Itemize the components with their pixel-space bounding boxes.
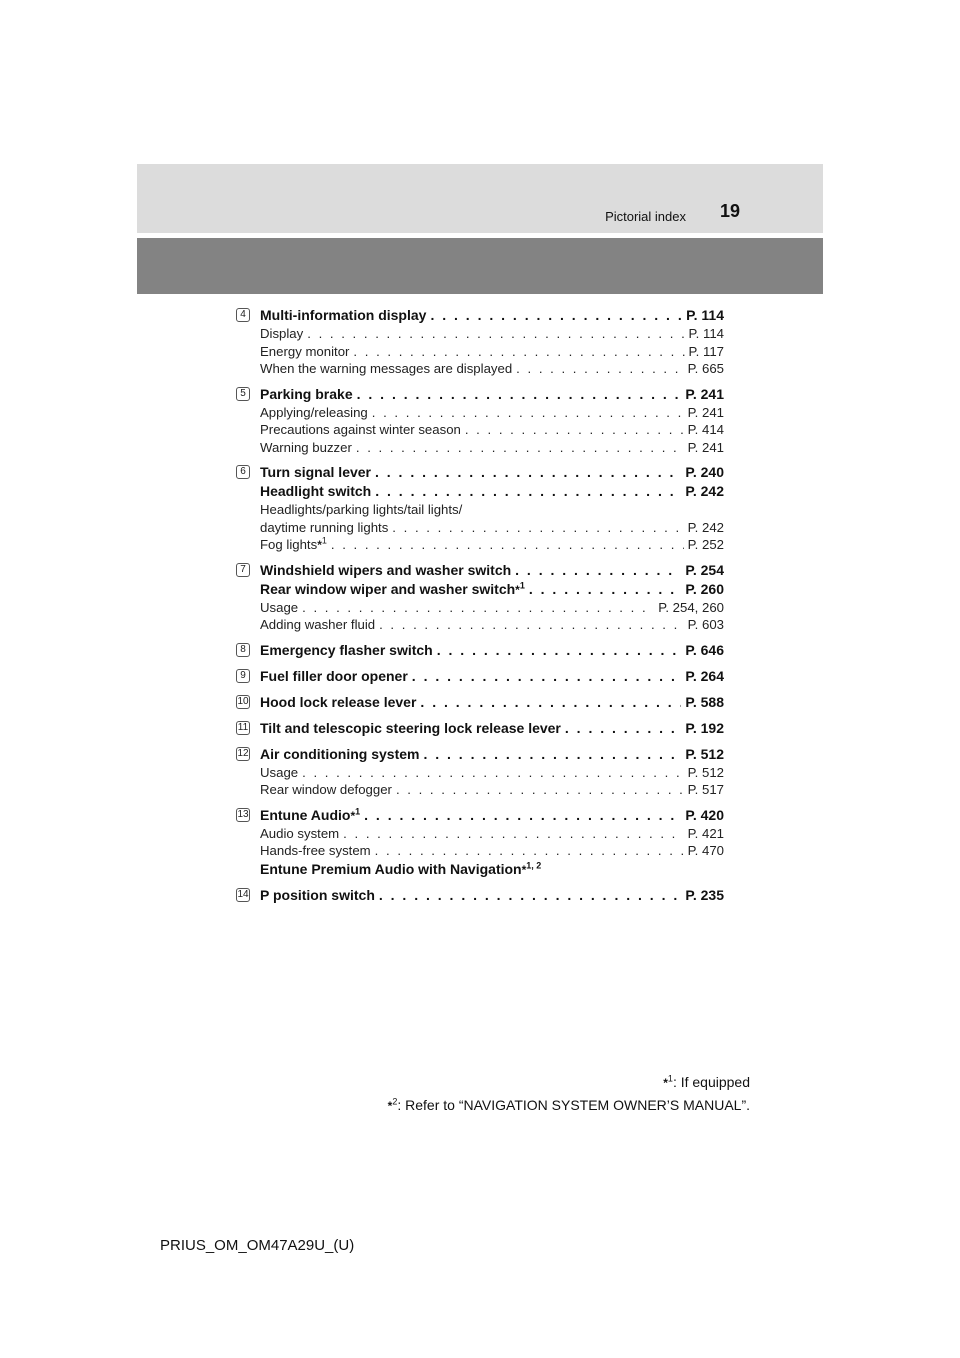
entry-label (260, 325, 303, 343)
entry-label-text: Headlight switch (260, 483, 372, 499)
dot-leader (565, 719, 681, 738)
entry-label-text: Audio system (260, 825, 340, 841)
dot-leader (529, 580, 681, 599)
entry-label-text: Headlights/parking lights/tail lights/ (260, 502, 463, 517)
entry-label-text: Applying/releasing (260, 404, 368, 420)
footnote-mark-2: 2 (392, 1096, 398, 1107)
index-group (236, 306, 724, 378)
footnote-star: * (521, 862, 527, 877)
entry-label (260, 886, 375, 905)
page-reference[interactable]: P. 420 (685, 806, 724, 823)
entry-label (260, 860, 541, 880)
dot-leader (375, 482, 681, 501)
page-reference[interactable]: P. 254, 260 (658, 599, 724, 615)
entry-label-text: Turn signal lever (260, 464, 371, 480)
index-entry-main (260, 385, 724, 404)
entry-label-text: Entune Audio (260, 806, 351, 823)
item-number-badge: 8 (236, 643, 250, 657)
entry-label (260, 501, 462, 519)
page-reference[interactable]: P. 252 (687, 537, 724, 552)
index-group (236, 745, 724, 799)
item-number-badge: 4 (236, 308, 250, 322)
model-code: PRIUS_OM_OM47A29U_(U) (160, 1237, 355, 1254)
entry-label-text: Air conditioning system (260, 745, 420, 762)
entry-label (260, 745, 419, 764)
footnote-2 (388, 1097, 750, 1113)
index-entry-sub (260, 764, 724, 782)
dot-leader (412, 667, 682, 686)
page-reference[interactable]: P. 235 (685, 886, 724, 903)
entry-label-text: Usage (260, 764, 299, 780)
item-number-badge: 7 (236, 563, 250, 577)
item-number-badge: 10 (237, 695, 249, 707)
entry-label (260, 641, 433, 660)
index-entry-main (260, 641, 724, 660)
entry-label (260, 764, 298, 782)
entry-label (260, 536, 327, 555)
index-entry-main (260, 719, 724, 738)
entry-label (260, 842, 371, 860)
footnote-star: * (317, 538, 322, 552)
index-entry-main (260, 463, 724, 482)
entry-label-text: Rear window wiper and washer switch (260, 580, 516, 597)
page-reference[interactable]: P. 470 (687, 843, 724, 858)
dot-leader (375, 463, 681, 482)
item-number-badge: 11 (237, 721, 249, 733)
entry-label-text: Usage (260, 599, 299, 615)
page-reference[interactable]: P. 665 (687, 361, 724, 376)
entry-label (260, 360, 512, 378)
page-reference[interactable]: P. 192 (685, 719, 724, 736)
index-entry-sub (260, 343, 724, 361)
entry-label (260, 781, 392, 799)
index-entry-main (260, 580, 724, 599)
section-title: Pictorial index (605, 209, 686, 224)
index-entry-main (260, 667, 724, 686)
index-entry-sub (260, 599, 724, 617)
index-group (236, 641, 724, 660)
page-reference[interactable]: P. 421 (687, 825, 724, 841)
index-entry-main (260, 306, 724, 325)
index-entry-sub (260, 519, 724, 537)
entry-label (260, 306, 426, 325)
entry-label (260, 580, 525, 600)
entry-label-text: Adding washer fluid (260, 617, 376, 632)
entry-label (260, 561, 511, 580)
item-number-badge: 6 (236, 465, 250, 479)
index-group (236, 385, 724, 457)
dot-leader (420, 693, 681, 712)
index-entry-main (260, 561, 724, 580)
entry-label-text: Windshield wipers and washer switch (260, 561, 512, 578)
entry-label (260, 599, 298, 617)
entry-label (260, 667, 408, 686)
item-number-badge: 9 (236, 669, 250, 683)
footnote-mark-1: 1 (667, 1073, 673, 1084)
dot-leader (353, 343, 684, 361)
entry-label-text: Hands-free system (260, 843, 371, 858)
index-group (236, 561, 724, 634)
footnote-text-1: : If equipped (672, 1074, 750, 1090)
index-entry-sub (260, 439, 724, 457)
index-entry-main (260, 806, 724, 825)
dot-leader (331, 536, 684, 554)
page-reference[interactable]: P. 242 (685, 483, 724, 499)
entry-label-text: Parking brake (260, 385, 353, 402)
dot-leader (379, 616, 683, 634)
index-entry-main (260, 693, 724, 712)
entry-label-text: Fuel filler door opener (260, 667, 408, 684)
page-reference[interactable]: P. 414 (687, 422, 724, 437)
page-reference[interactable]: P. 114 (686, 307, 724, 323)
entry-label-text: P position switch (260, 886, 375, 903)
entry-label (260, 719, 561, 738)
dot-leader (372, 404, 684, 422)
dot-leader (379, 886, 681, 905)
dot-leader (437, 641, 682, 660)
index-entry-sub (260, 501, 724, 519)
header-band-dark (137, 238, 823, 294)
entry-label-text: Display (260, 326, 304, 341)
dot-leader (375, 842, 684, 860)
index-entry-sub (260, 781, 724, 799)
entry-label-text: Warning buzzer (260, 439, 352, 455)
index-group (236, 719, 724, 738)
index-group (236, 463, 724, 554)
dot-leader (343, 825, 683, 843)
header-band-light (137, 164, 823, 233)
index-entry-sub (260, 616, 724, 634)
item-number-badge: 13 (237, 808, 249, 820)
entry-label (260, 421, 461, 439)
index-group (236, 886, 724, 905)
page-reference[interactable]: P. 241 (687, 404, 724, 420)
page-reference[interactable]: P. 646 (685, 641, 724, 658)
entry-label (260, 519, 388, 537)
entry-label-text: Hood lock release lever (260, 693, 417, 710)
index-entry-main (260, 482, 724, 501)
dot-leader (392, 519, 683, 537)
entry-label (260, 693, 416, 712)
page-reference[interactable]: P. 117 (688, 343, 724, 359)
entry-label-text: Energy monitor (260, 343, 350, 359)
entry-label-text: Entune Premium Audio with Navigation (260, 860, 522, 877)
page-reference[interactable]: P. 260 (685, 580, 724, 597)
footnote-ref: 1 (355, 805, 361, 816)
dot-leader (357, 385, 682, 404)
dot-leader (430, 306, 682, 325)
entry-label (260, 463, 371, 482)
entry-label (260, 439, 352, 457)
entry-label-text: Fog lights (260, 537, 318, 552)
entry-label-text: daytime running lights (260, 519, 389, 535)
footnote-star-2: * (387, 1099, 393, 1113)
page-reference[interactable]: P. 517 (687, 782, 724, 797)
page-reference[interactable]: P. 512 (687, 764, 724, 780)
index-entry-main (260, 860, 724, 879)
entry-label (260, 482, 371, 501)
footnote-star: * (350, 808, 356, 823)
entry-label-text: Tilt and telescopic steering lock release lever (260, 719, 561, 736)
index-entry-sub (260, 825, 724, 843)
footnote-star: * (515, 582, 520, 597)
entry-label-text: When the warning messages are displayed (260, 361, 513, 376)
index-entry-sub (260, 842, 724, 860)
entry-label (260, 385, 353, 404)
page-reference[interactable]: P. 588 (685, 693, 724, 710)
entry-label (260, 404, 368, 422)
dot-leader (302, 764, 683, 782)
index-entry-sub (260, 536, 724, 554)
page-reference[interactable]: P. 241 (687, 439, 724, 455)
dot-leader (423, 745, 681, 764)
dot-leader (515, 561, 681, 580)
index-entry-main (260, 886, 724, 905)
dot-leader (302, 599, 654, 617)
index-group (236, 806, 724, 879)
footnote-ref: 1, 2 (526, 859, 542, 870)
entry-label-text: Emergency flasher switch (260, 641, 433, 658)
dot-leader (364, 806, 681, 825)
index-entry-sub (260, 421, 724, 439)
page-reference[interactable]: P. 512 (685, 745, 724, 762)
page-reference[interactable]: P. 254 (685, 561, 724, 578)
index-entry-sub (260, 404, 724, 422)
item-number-badge: 14 (237, 888, 249, 900)
footnote-ref: 1 (519, 579, 525, 590)
index-entry-sub (260, 325, 724, 343)
footnote-1 (663, 1074, 750, 1090)
entry-label (260, 343, 349, 361)
dot-leader (307, 325, 684, 343)
entry-label-text: Precautions against winter season (260, 422, 461, 437)
page-reference[interactable]: P. 264 (685, 667, 724, 684)
footnote-ref: 1 (321, 535, 327, 546)
index-entries (236, 306, 724, 912)
entry-label-text: Rear window defogger (260, 782, 392, 797)
footnote-star-1: * (663, 1076, 668, 1090)
page-reference[interactable]: P. 603 (687, 617, 724, 632)
page-reference[interactable]: P. 242 (687, 519, 724, 535)
index-group (236, 693, 724, 712)
item-number-badge: 12 (237, 747, 249, 759)
entry-label (260, 616, 375, 634)
item-number-badge: 5 (236, 387, 250, 401)
entry-label (260, 825, 339, 843)
index-entry-sub (260, 360, 724, 378)
dot-leader (516, 360, 683, 378)
page-reference[interactable]: P. 240 (685, 464, 724, 480)
index-group (236, 667, 724, 686)
page-reference[interactable]: P. 241 (685, 385, 724, 402)
index-entry-main (260, 745, 724, 764)
dot-leader (396, 781, 684, 799)
footnote-text-2: : Refer to “NAVIGATION SYSTEM OWNER’S MANUAL”. (397, 1097, 750, 1113)
entry-label-text: Multi-information display (260, 307, 427, 323)
dot-leader (356, 439, 684, 457)
page-reference[interactable]: P. 114 (688, 326, 724, 341)
page-number: 19 (720, 201, 741, 221)
dot-leader (465, 421, 684, 439)
entry-label (260, 806, 360, 826)
